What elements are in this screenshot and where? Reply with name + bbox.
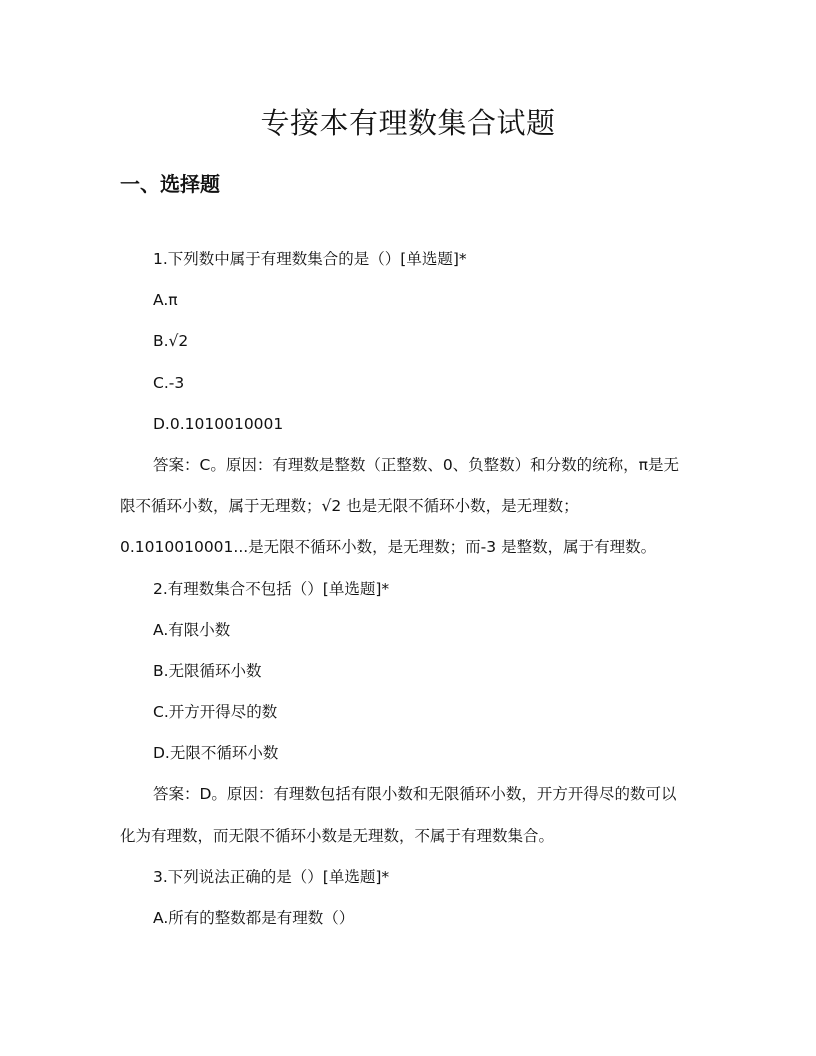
question-3: 3.下列说法正确的是（）[单选题]* xyxy=(153,867,390,886)
q1-option-c: C.-3 xyxy=(153,373,185,392)
section-heading: 一、选择题 xyxy=(120,172,220,196)
q1-answer-line-2: 限不循环小数，属于无理数；√2 也是无限不循环小数，是无理数； xyxy=(120,497,579,516)
q2-option-c: C.开方开得尽的数 xyxy=(153,703,278,722)
q2-answer-line-1: 答案：D。原因：有理数包括有限小数和无限循环小数，开方开得尽的数可以 xyxy=(153,785,677,804)
page-title: 专接本有理数集合试题 xyxy=(260,106,556,140)
q3-option-a: A.所有的整数都是有理数（） xyxy=(153,909,355,927)
q1-answer-line-3: 0.1010010001...是无限不循环小数，是无理数；而-3 是整数，属于有理数。 xyxy=(120,538,657,557)
q2-option-b: B.无限循环小数 xyxy=(153,661,262,680)
q2-option-d: D.无限不循环小数 xyxy=(153,744,279,763)
question-content xyxy=(120,245,700,945)
q1-option-a: A.π xyxy=(153,291,178,310)
q2-answer-line-2: 化为有理数，而无限不循环小数是无理数，不属于有理数集合。 xyxy=(120,826,555,845)
question-2: 2.有理数集合不包括（）[单选题]* xyxy=(153,579,390,598)
q1-option-b: B.√2 xyxy=(153,332,189,351)
q2-option-a: A.有限小数 xyxy=(153,620,231,639)
q1-answer-line-1: 答案：C。原因：有理数是整数（正整数、0、负整数）和分数的统称，π是无 xyxy=(153,455,680,474)
q1-option-d: D.0.1010010001 xyxy=(153,414,284,433)
question-1: 1.下列数中属于有理数集合的是（）[单选题]* xyxy=(153,250,467,268)
